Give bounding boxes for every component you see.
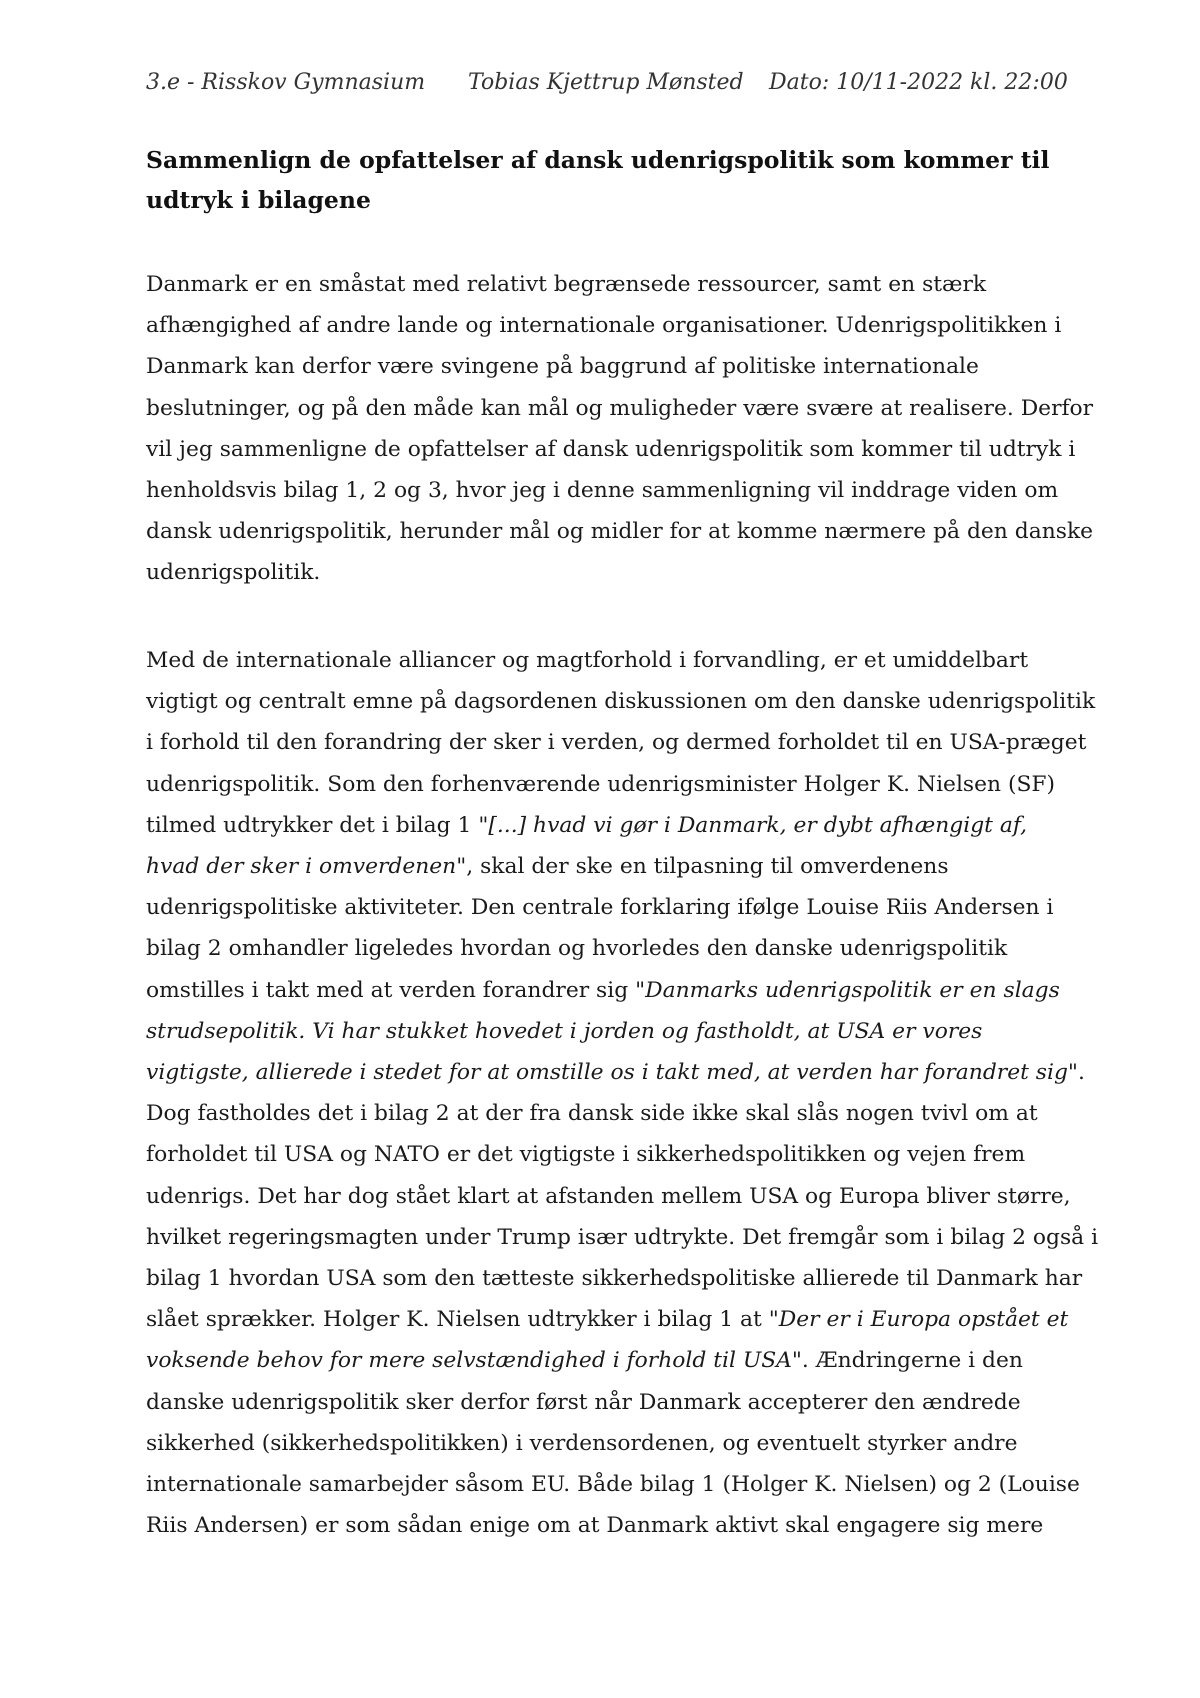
header-author: Tobias Kjettrup Mønsted: [468, 70, 744, 95]
text-line: [146, 846, 1086, 887]
text-line: forholdet til USA og NATO er det vigtigste i sikkerhedspolitikken og vejen frem: [146, 1142, 1026, 1168]
text-line: Riis Andersen) er som sådan enige om at Danmark aktivt skal engagere sig mere: [146, 1513, 1044, 1539]
quote-segment: voksende behov for mere selvstændighed i forhold til USA": [146, 1348, 802, 1374]
text-line: dansk udenrigspolitik, herunder mål og midler for at komme nærmere på den danske: [146, 519, 1094, 545]
page-header: [146, 70, 1066, 104]
text-line: Danmark er en småstat med relativt begrænsede ressourcer, samt en stærk: [146, 272, 987, 297]
paragraph-1: [146, 264, 1094, 594]
title-line: Sammenlign de opfattelser af dansk udenrigspolitik som kommer til: [146, 146, 1050, 174]
text-segment: omstilles i takt med at verden forandrer sig: [146, 977, 636, 1003]
text-line: beslutninger, og på den måde kan mål og muligheder være svære at realisere. Derfor: [146, 395, 1094, 421]
text-line: [146, 1052, 1086, 1093]
paragraph-2: [146, 640, 1099, 1546]
text-line: udenrigspolitik. Som den forhenværende udenrigsminister Holger K. Nielsen (SF): [146, 771, 1056, 797]
text-line: bilag 2 omhandler ligeledes hvordan og hvorledes den danske udenrigspolitik: [146, 936, 1008, 962]
text-line: internationale samarbejder såsom EU. Både bilag 1 (Holger K. Nielsen) og 2 (Louise: [146, 1472, 1080, 1498]
text-line: Med de internationale alliancer og magtforhold i forvandling, er et umiddelbart: [146, 648, 1029, 673]
text-segment: .: [1077, 1060, 1085, 1086]
text-line: i forhold til den forandring der sker i verden, og dermed forholdet til en USA-præget: [146, 730, 1087, 756]
document-title: [146, 140, 1050, 220]
text-line: udenrigspolitik.: [146, 560, 321, 586]
text-line: afhængighed af andre lande og internationale organisationer. Udenrigspolitikken i: [146, 313, 1062, 339]
text-line: [146, 970, 1086, 1011]
text-line: udenrigspolitiske aktiviteter. Den centrale forklaring ifølge Louise Riis Andersen i: [146, 895, 1054, 921]
text-line: Danmark kan derfor være svingene på baggrund af politiske internationale: [146, 354, 979, 380]
quote-segment: "[...] hvad vi gør i Danmark, er dybt afhængigt af,: [478, 812, 1028, 838]
title-line: udtryk i bilagene: [146, 186, 371, 214]
text-segment: slået sprækker. Holger K. Nielsen udtrykker i bilag 1 at: [146, 1307, 769, 1333]
quote-segment: "Danmarks udenrigspolitik er en slags: [635, 977, 1060, 1003]
text-line: [146, 805, 1086, 846]
text-line: danske udenrigspolitik sker derfor først når Danmark accepterer den ændrede: [146, 1389, 1021, 1415]
text-line: [146, 1340, 1086, 1381]
quote-segment: "Der er i Europa opstået et: [768, 1307, 1069, 1333]
text-line: bilag 1 hvordan USA som den tætteste sikkerhedspolitiske allierede til Danmark har: [146, 1266, 1083, 1292]
quote-segment: hvad der sker i omverdenen": [146, 854, 467, 880]
text-line: hvilket regeringsmagten under Trump især udtrykte. Det fremgår som i bilag 2 også i: [146, 1224, 1099, 1250]
text-line: vil jeg sammenligne de opfattelser af dansk udenrigspolitik som kommer til udtryk i: [146, 436, 1076, 462]
text-line: udenrigs. Det har dog stået klart at afstanden mellem USA og Europa bliver større,: [146, 1183, 1071, 1209]
text-segment: , skal der ske en tilpasning til omverdenens: [466, 854, 949, 880]
text-line: Dog fastholdes det i bilag 2 at der fra dansk side ikke skal slås nogen tvivl om at: [146, 1101, 1038, 1127]
text-line: sikkerhed (sikkerhedspolitikken) i verdensordenen, og eventuelt styrker andre: [146, 1430, 1018, 1456]
quote-line: strudsepolitik. Vi har stukket hovedet i jorden og fastholdt, at USA er vores: [146, 1018, 983, 1044]
text-segment: tilmed udtrykker det i bilag 1: [146, 812, 479, 838]
text-segment: . Ændringerne i den: [801, 1348, 1023, 1374]
header-school: 3.e - Risskov Gymnasium: [146, 70, 426, 95]
text-line: vigtigt og centralt emne på dagsordenen diskussionen om den danske udenrigspolitik: [146, 689, 1096, 715]
text-line: [146, 1299, 1086, 1340]
header-date: Dato: 10/11-2022 kl. 22:00: [769, 70, 1068, 95]
quote-segment: vigtigste, allierede i stedet for at omstille os i takt med, at verden har forandret sig": [146, 1060, 1078, 1086]
text-line: henholdsvis bilag 1, 2 og 3, hvor jeg i denne sammenligning vil inddrage viden om: [146, 478, 1059, 504]
